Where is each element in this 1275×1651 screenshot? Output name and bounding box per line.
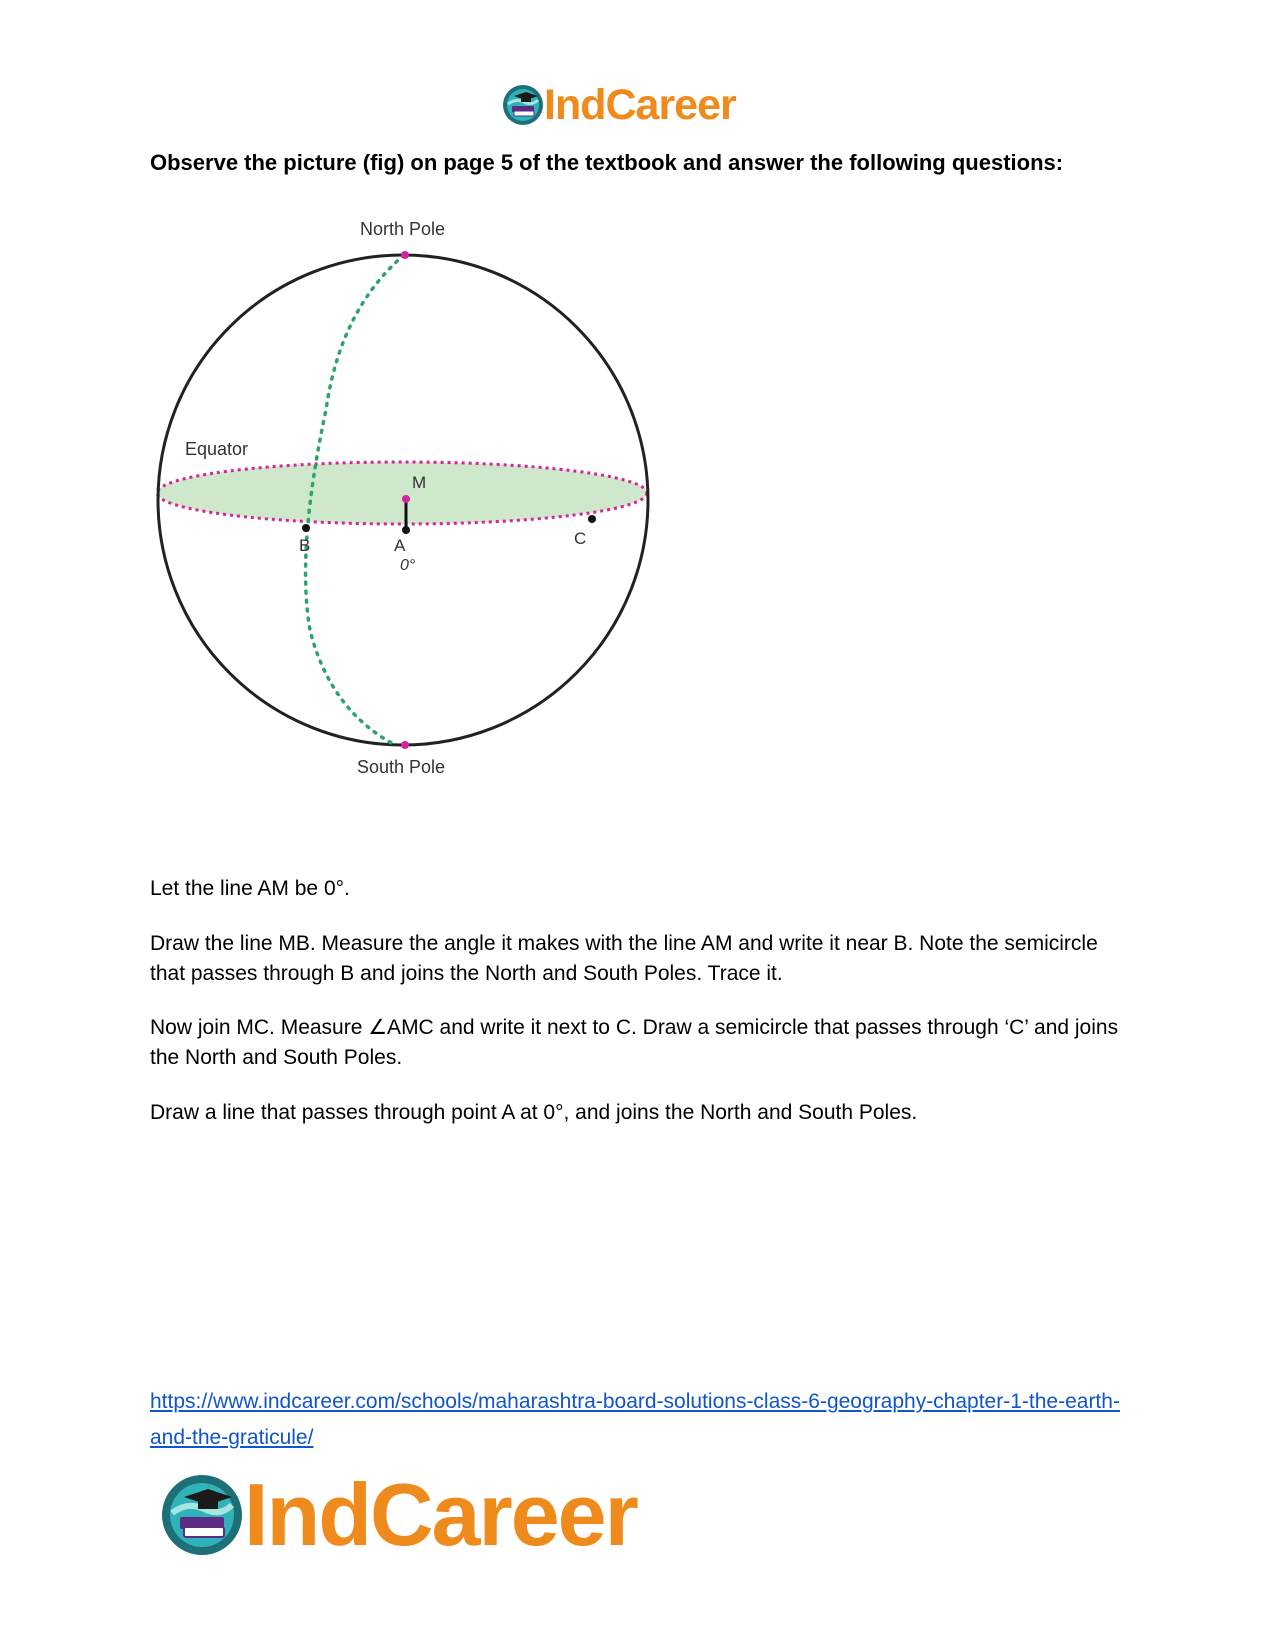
question-heading: Observe the picture (fig) on page 5 of the textbook and answer the following questions:: [150, 150, 1064, 175]
brand-name: IndCareer: [544, 81, 736, 129]
paragraph-3: Now join MC. Measure ∠AMC and write it next to C. Draw a semicircle that passes through ‘C’ and joins the North and South Poles.: [150, 1016, 1119, 1069]
globe-logo-icon: [502, 84, 544, 126]
globe-diagram: [150, 210, 680, 790]
point-m: [402, 495, 410, 503]
globe-figure: [150, 210, 680, 790]
c-label: C: [574, 529, 587, 548]
north-pole-point: [401, 251, 409, 259]
a-label: A: [394, 536, 406, 555]
m-label: M: [412, 473, 427, 492]
south-pole-label: South Pole: [357, 757, 446, 777]
globe-logo-icon: [160, 1473, 244, 1557]
footer-logo: [160, 1465, 637, 1564]
b-label: B: [299, 536, 311, 555]
south-pole-point: [401, 741, 409, 749]
point-c: [588, 515, 596, 523]
paragraph-1: Let the line AM be 0°.: [150, 877, 350, 900]
paragraph-4: Draw a line that passes through point A at 0°, and joins the North and South Poles.: [150, 1101, 918, 1124]
equator-plane: [157, 462, 647, 524]
north-pole-label: North Pole: [360, 219, 446, 239]
equator-label: Equator: [185, 439, 249, 459]
source-link[interactable]: https://www.indcareer.com/schools/maharashtra-board-solutions-class-6-geography-chapter-1-the-earth-and-the-graticule/: [150, 1390, 1120, 1449]
header-logo: [502, 82, 736, 128]
paragraph-2: Draw the line MB. Measure the angle it makes with the line AM and write it near B. Note the semicircle that passes through B and joins the North and South Poles. Trace it.: [150, 932, 1098, 985]
brand-name: IndCareer: [244, 1465, 637, 1564]
point-a: [402, 526, 410, 534]
zero-degree-label: 0°: [400, 557, 416, 574]
point-b: [302, 524, 310, 532]
